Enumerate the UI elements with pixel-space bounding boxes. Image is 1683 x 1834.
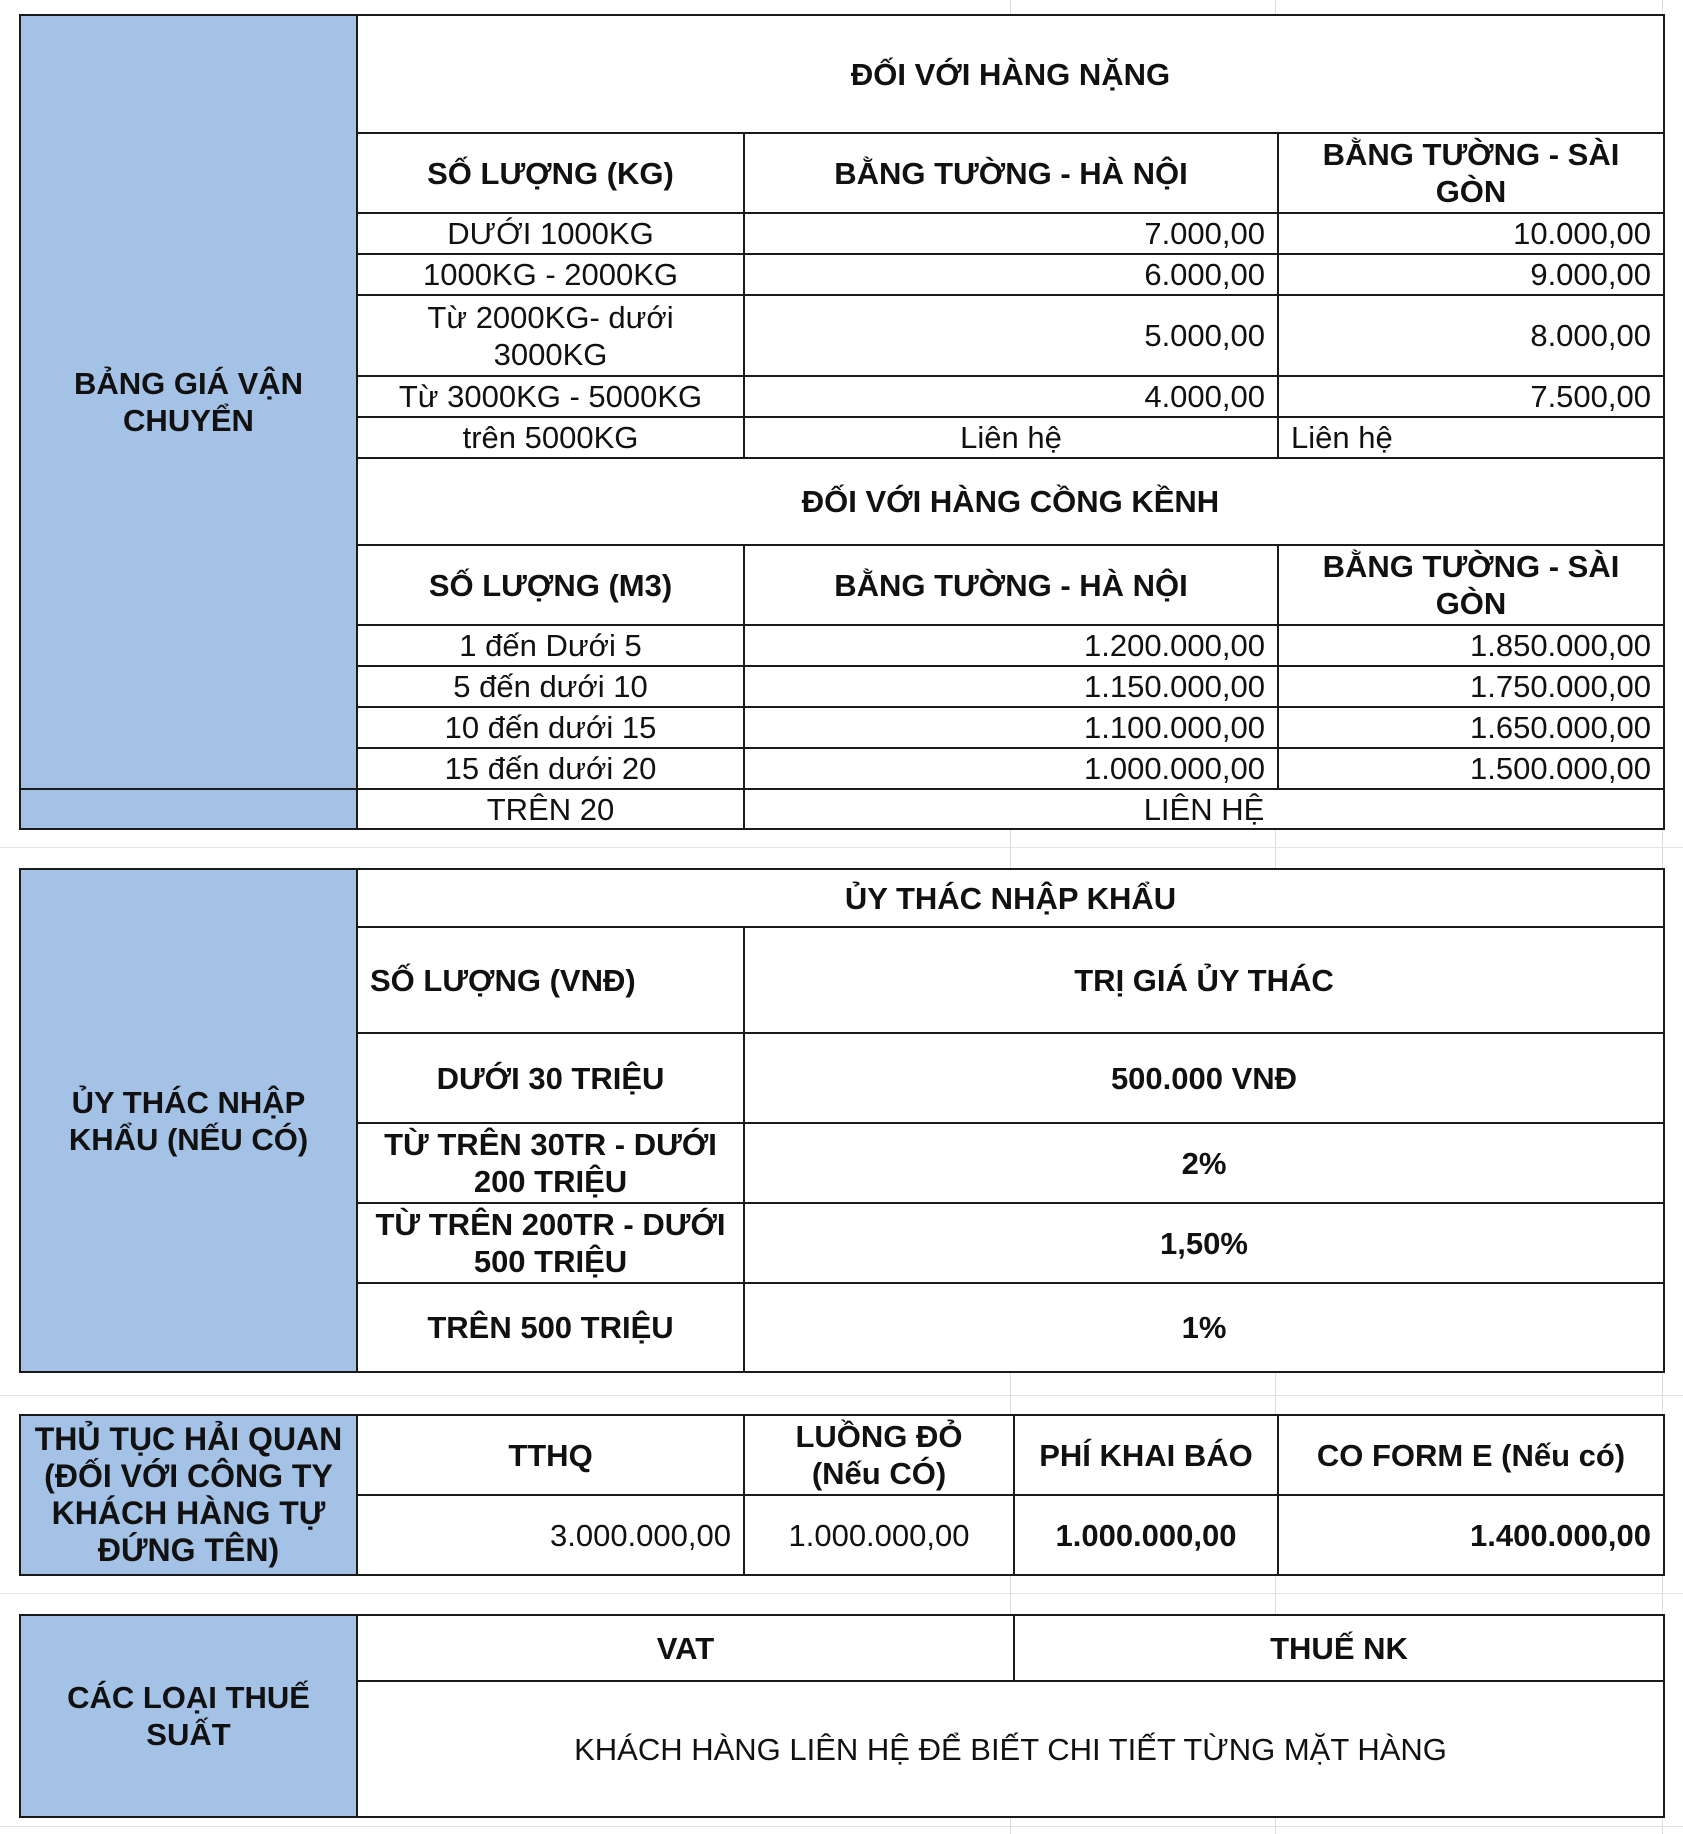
- entrust-row-range: TRÊN 500 TRIỆU: [357, 1283, 744, 1372]
- shipping-side-fill: [20, 789, 357, 829]
- entrust-row-fee: 500.000 VNĐ: [744, 1033, 1664, 1123]
- heavy-row-quantity: Từ 3000KG - 5000KG: [357, 376, 744, 417]
- bulky-row-hanoi-price: 1.000.000,00: [744, 748, 1278, 789]
- entrust-row-fee: 2%: [744, 1123, 1664, 1203]
- tax-side-label: CÁC LOẠI THUẾ SUẤT: [20, 1615, 357, 1817]
- shipping-price-table: [19, 14, 1665, 830]
- entrust-row-range: DƯỚI 30 TRIỆU: [357, 1033, 744, 1123]
- import-entrust-table: [19, 868, 1665, 1373]
- entrust-row-fee: 1,50%: [744, 1203, 1664, 1283]
- customs-header-red-lane: LUỒNG ĐỎ (Nếu CÓ): [744, 1415, 1014, 1495]
- customs-value-declaration-fee: 1.000.000,00: [1014, 1495, 1278, 1575]
- sheet-gridline: [0, 1593, 1683, 1594]
- tax-contact-note: KHÁCH HÀNG LIÊN HỆ ĐỂ BIẾT CHI TIẾT TỪNG MẶT HÀNG: [357, 1681, 1664, 1817]
- bulky-last-price: LIÊN HỆ: [744, 789, 1664, 829]
- tax-table: [19, 1614, 1665, 1818]
- bulky-header-quantity: SỐ LƯỢNG (M3): [357, 545, 744, 625]
- heavy-row-quantity: 1000KG - 2000KG: [357, 254, 744, 295]
- entrust-header-quantity: SỐ LƯỢNG (VNĐ): [357, 927, 744, 1033]
- customs-header-tthq: TTHQ: [357, 1415, 744, 1495]
- tax-header-vat: VAT: [357, 1615, 1014, 1681]
- heavy-header-hanoi: BẰNG TƯỜNG - HÀ NỘI: [744, 133, 1278, 213]
- entrust-row-fee: 1%: [744, 1283, 1664, 1372]
- tax-header-import-duty: THUẾ NK: [1014, 1615, 1664, 1681]
- shipping-side-label: BẢNG GIÁ VẬN CHUYỂN: [20, 15, 357, 789]
- customs-value-red-lane: 1.000.000,00: [744, 1495, 1014, 1575]
- heavy-row-saigon-price: 7.500,00: [1278, 376, 1664, 417]
- bulky-row-saigon-price: 1.750.000,00: [1278, 666, 1664, 707]
- heavy-row-saigon-price: 8.000,00: [1278, 295, 1664, 376]
- heavy-row-hanoi-price: Liên hệ: [744, 417, 1278, 458]
- bulky-header-hanoi: BẰNG TƯỜNG - HÀ NỘI: [744, 545, 1278, 625]
- customs-value-tthq: 3.000.000,00: [357, 1495, 744, 1575]
- entrust-title: ỦY THÁC NHẬP KHẨU: [357, 869, 1664, 927]
- heavy-row-hanoi-price: 6.000,00: [744, 254, 1278, 295]
- heavy-row-quantity: trên 5000KG: [357, 417, 744, 458]
- heavy-row-quantity: Từ 2000KG- dưới 3000KG: [357, 295, 744, 376]
- bulky-last-quantity: TRÊN 20: [357, 789, 744, 829]
- bulky-goods-title: ĐỐI VỚI HÀNG CỒNG KỀNH: [357, 458, 1664, 545]
- bulky-row-hanoi-price: 1.200.000,00: [744, 625, 1278, 666]
- customs-value-co-form-e: 1.400.000,00: [1278, 1495, 1664, 1575]
- entrust-side-label: ỦY THÁC NHẬP KHẨU (NẾU CÓ): [20, 869, 357, 1372]
- heavy-row-hanoi-price: 7.000,00: [744, 213, 1278, 254]
- entrust-header-value: TRỊ GIÁ ỦY THÁC: [744, 927, 1664, 1033]
- heavy-row-hanoi-price: 4.000,00: [744, 376, 1278, 417]
- heavy-goods-title: ĐỐI VỚI HÀNG NẶNG: [357, 15, 1664, 133]
- sheet-gridline: [0, 847, 1683, 848]
- entrust-row-range: TỪ TRÊN 200TR - DƯỚI 500 TRIỆU: [357, 1203, 744, 1283]
- bulky-row-saigon-price: 1.500.000,00: [1278, 748, 1664, 789]
- bulky-header-saigon: BẰNG TƯỜNG - SÀI GÒN: [1278, 545, 1664, 625]
- heavy-row-saigon-price: Liên hệ: [1278, 417, 1664, 458]
- heavy-header-saigon: BẰNG TƯỜNG - SÀI GÒN: [1278, 133, 1664, 213]
- customs-header-co-form-e: CO FORM E (Nếu có): [1278, 1415, 1664, 1495]
- bulky-row-quantity: 5 đến dưới 10: [357, 666, 744, 707]
- sheet-gridline: [0, 1826, 1683, 1827]
- bulky-row-hanoi-price: 1.100.000,00: [744, 707, 1278, 748]
- heavy-row-saigon-price: 9.000,00: [1278, 254, 1664, 295]
- bulky-row-hanoi-price: 1.150.000,00: [744, 666, 1278, 707]
- heavy-row-hanoi-price: 5.000,00: [744, 295, 1278, 376]
- heavy-row-quantity: DƯỚI 1000KG: [357, 213, 744, 254]
- bulky-row-quantity: 1 đến Dưới 5: [357, 625, 744, 666]
- customs-table: [19, 1414, 1665, 1576]
- heavy-header-quantity: SỐ LƯỢNG (KG): [357, 133, 744, 213]
- customs-side-label: THỦ TỤC HẢI QUAN (ĐỐI VỚI CÔNG TY KHÁCH HÀNG TỰ ĐỨNG TÊN): [20, 1415, 357, 1575]
- entrust-row-range: TỪ TRÊN 30TR - DƯỚI 200 TRIỆU: [357, 1123, 744, 1203]
- bulky-row-saigon-price: 1.650.000,00: [1278, 707, 1664, 748]
- heavy-row-saigon-price: 10.000,00: [1278, 213, 1664, 254]
- bulky-row-saigon-price: 1.850.000,00: [1278, 625, 1664, 666]
- customs-header-declaration-fee: PHÍ KHAI BÁO: [1014, 1415, 1278, 1495]
- sheet-gridline: [0, 1395, 1683, 1396]
- bulky-row-quantity: 15 đến dưới 20: [357, 748, 744, 789]
- bulky-row-quantity: 10 đến dưới 15: [357, 707, 744, 748]
